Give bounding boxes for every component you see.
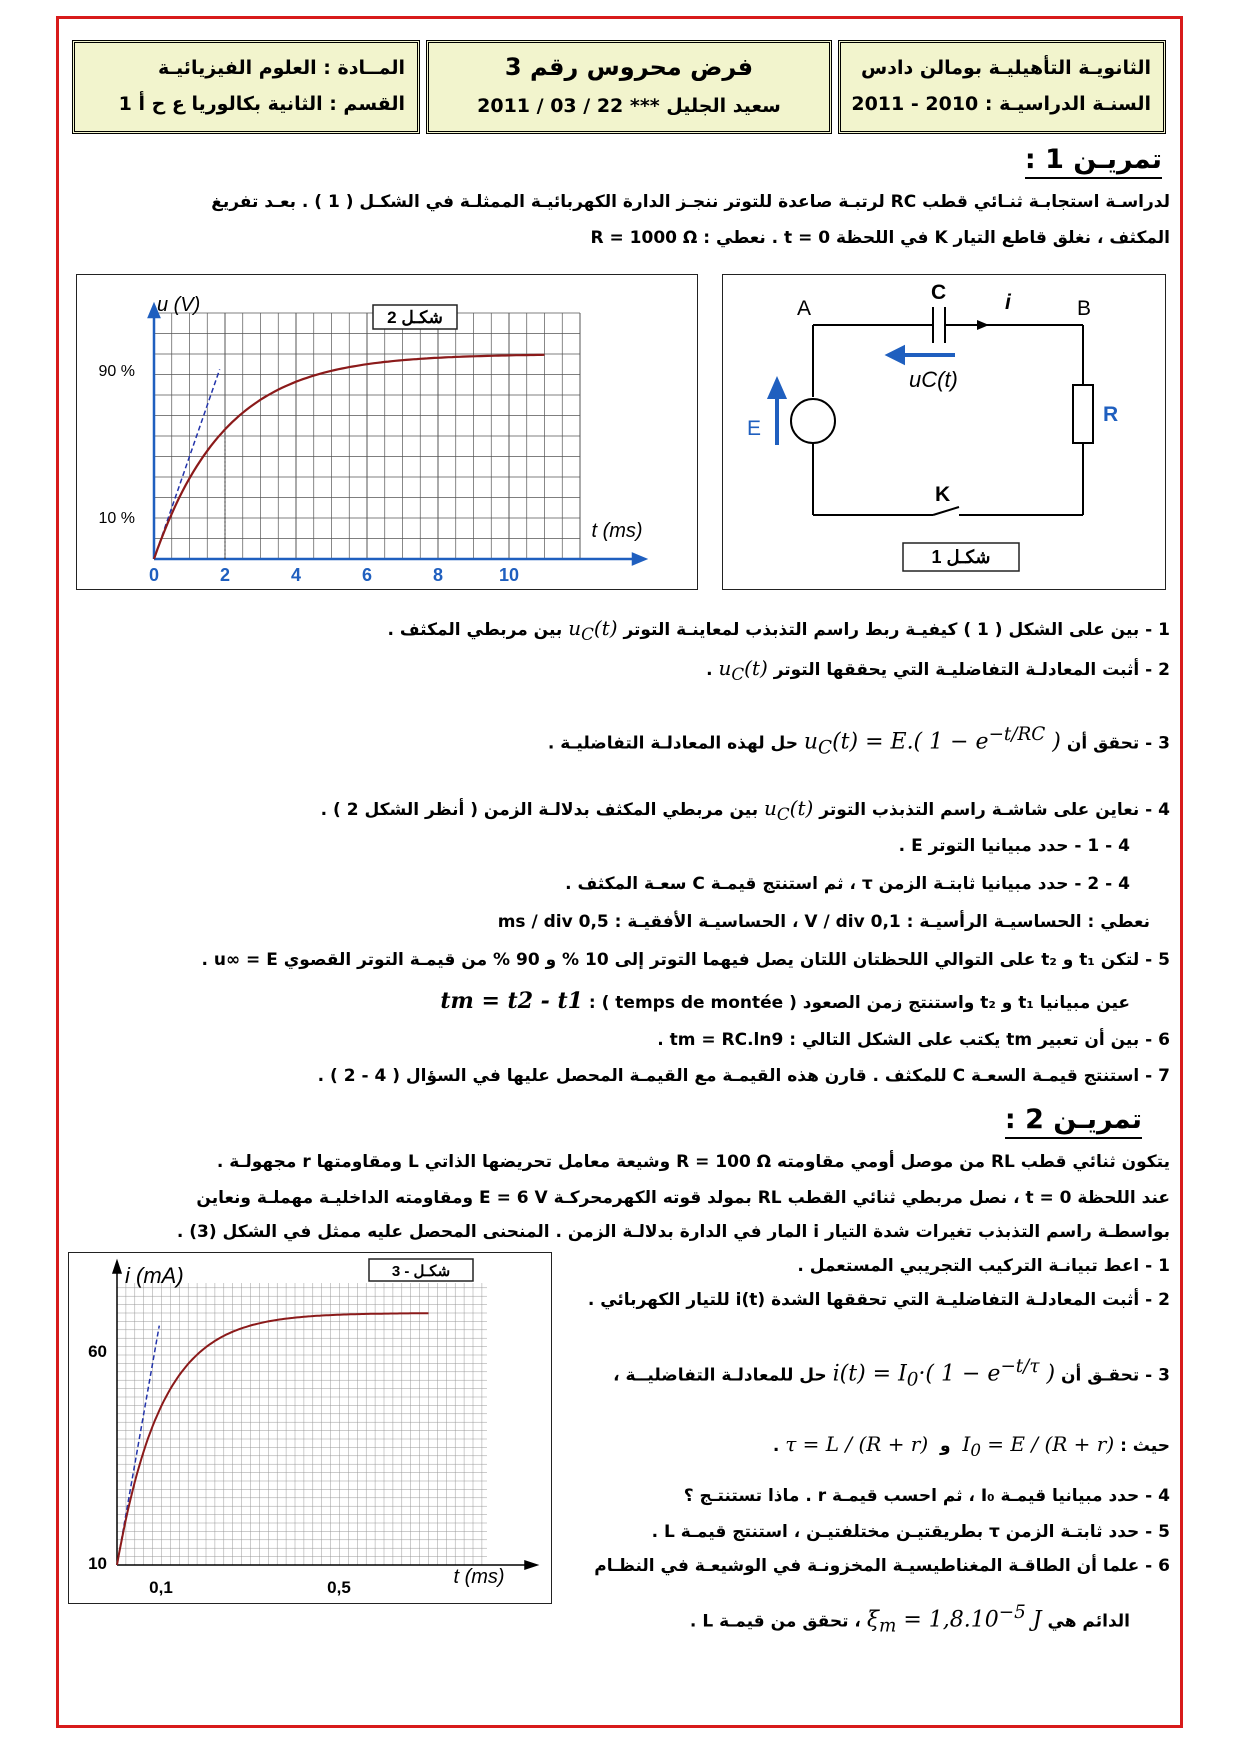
ex1-q1: 1 - بين على الشكل ( 1 ) كيفيـة ربط راسم التذبذب لمعاينـة التوتر $u_C(t)$ بين مربطي المكثف . xyxy=(387,616,1170,644)
ex2-q6b: الدائم هي $\xi_m = 1,8.10^{-5}$ J ، تحقق من قيمـة L . xyxy=(689,1602,1130,1637)
ex1-q4-1: 4 - 1 - حدد مبيانيا التوتر E . xyxy=(898,836,1130,856)
node-a: A xyxy=(797,297,812,320)
figure-3-box xyxy=(68,1252,552,1604)
exam-title: فرض محروس رقم 3 xyxy=(504,53,754,81)
class-level: القسم : الثانية بكالوريا ع ح أ 1 xyxy=(118,93,405,115)
figure-1-circuit xyxy=(723,275,1165,589)
ex2-q3-where: حيث : $I_0 = E / (R + r)$ و τ = L / (R + r) . xyxy=(772,1432,1170,1460)
current-arrow xyxy=(977,320,989,330)
tm-formula: tm = t2 - t1 xyxy=(440,988,583,1014)
y-axis-label: i (mA) xyxy=(125,1263,184,1288)
ex1-q5b: عين مبيانيا t₁ و t₂ واستنتج زمن الصعود ( temps de montée ) : tm = t2 - t1 xyxy=(440,988,1130,1014)
x-tick-label: 0 xyxy=(148,565,160,585)
generator-label: E xyxy=(747,417,762,440)
x-tick-label: 4 xyxy=(290,565,302,585)
ex2-intro-1: يتكون ثنائي قطب RL من موصل أومي مقاومته R = 100 Ω وشيعة معامل تحريضها الذاتي L ومقاومتها r مجهولـة . xyxy=(216,1152,1170,1172)
x-axis-arrow xyxy=(525,1561,537,1569)
ex1-q6: 6 - بين أن تعبير tm يكتب على الشكل التالي : tm = RC.ln9 . xyxy=(657,1030,1170,1050)
figure-3-chart xyxy=(69,1253,551,1603)
exam-author-date: سعيد الجليل *** 22 / 03 / 2011 xyxy=(477,95,781,117)
y-axis-label: u (V) xyxy=(157,294,201,316)
ex2-q4: 4 - حدد مبيانيا قيمـة I₀ ، ثم احسب قيمـة r . ماذا تستنتـج ؟ xyxy=(683,1486,1170,1506)
subject: المــادة : العلوم الفيزيائيـة xyxy=(158,57,405,79)
ex2-q6: 6 - علما أن الطاقـة المغناطيسيـة المخزونـة في الوشيعـة في النظـام xyxy=(594,1556,1170,1576)
uc-arrow-head xyxy=(889,348,903,362)
y-label-10: 10 % xyxy=(98,510,135,527)
ex1-intro-2: المكثف ، نغلق قاطع التيار K في اللحظة t = 0 . نعطي : R = 1000 Ω xyxy=(590,228,1170,248)
resistor-label: R xyxy=(1103,403,1119,426)
figure-2-box xyxy=(76,274,698,590)
header-subject-box xyxy=(72,40,420,134)
ex2-q3: 3 - تحقـق أن $i(t) = I_0\cdot$( $1 - e^{-t/\tau}$ ) حل للمعادلـة التفاضليــة ، xyxy=(613,1356,1170,1391)
figure-1-label: شكـل 1 xyxy=(931,547,991,567)
ex1-q4-2: 4 - 2 - حدد مبيانيا ثابتـة الزمن τ ، ثم استنتج قيمـة C سعـة المكثف . xyxy=(565,874,1130,894)
y-axis-arrow xyxy=(113,1261,121,1273)
ex1-q4: 4 - نعاين على شاشـة راسم التذبذب التوتر $u_C(t)$ بين مربطي المكثف بدلالـة الزمن ( أنظر الشكل 2 ) . xyxy=(320,796,1170,824)
header-school-box xyxy=(838,40,1166,134)
switch-k xyxy=(933,507,959,515)
generator-symbol xyxy=(791,399,835,443)
ex1-q3: 3 - تحقق أن $u_C(t) = E$.( $1 - e^{-t/RC}$ ) حل لهذه المعادلـة التفاضليـة . xyxy=(547,724,1170,759)
x-tick-label: 10 xyxy=(498,565,520,585)
uc-label: uC(t) xyxy=(909,367,958,392)
school-name: الثانويـة التأهيليـة بومالن دادس xyxy=(861,57,1151,79)
ex1-q5: 5 - لتكن t₁ و t₂ على التوالي اللحظتان اللتان يصل فيهما التوتر إلى 10 % و 90 % من قيمـة التوتر القصوي u∞ = E . xyxy=(201,950,1170,970)
ex2-q5: 5 - حدد ثابتـة الزمن τ بطريقتيـن مختلفتيـن ، استنتج قيمـة L . xyxy=(651,1522,1170,1542)
x-axis-arrow xyxy=(633,554,645,564)
y-label-90: 90 % xyxy=(98,363,135,380)
node-b: B xyxy=(1077,297,1092,320)
ex2-intro-3: بواسطـة راسم التذبذب تغيرات شدة التيار i المار في الدارة بدلالـة الزمن . المنحنى المحصل عليه ممثل في الشكل (3) . xyxy=(176,1222,1170,1242)
school-year: السنـة الدراسيـة : 2010 - 2011 xyxy=(851,93,1151,115)
figure-3-grid xyxy=(117,1283,487,1565)
x-axis-label: t (ms) xyxy=(591,520,643,542)
header-title-box xyxy=(426,40,832,134)
ex1-q2: 2 - أثبت المعادلـة التفاضليـة التي يحققها التوتر $u_C(t)$ . xyxy=(706,656,1170,684)
ex1-q7: 7 - استنتج قيمـة السعـة C للمكثف . قارن هذه القيمـة مع القيمـة المحصل عليها في السؤال ( 4 - 2 ) . xyxy=(317,1066,1170,1086)
exercise-1-title: تمريـن 1 : xyxy=(1025,144,1162,179)
figure-1-box xyxy=(722,274,1166,590)
figure-2-label: شكـل 2 xyxy=(387,308,443,327)
y-label-10: 10 xyxy=(88,1554,107,1573)
e-arrow-head xyxy=(770,381,784,397)
figure-2-chart xyxy=(77,275,697,589)
x-label-01: 0,1 xyxy=(149,1578,173,1597)
ex1-intro-1: لدراسـة استجابـة ثنـائي قطب RC لرتبـة صاعدة للتوتر ننجـز الدارة الكهربائيـة الممثلـة في الشكـل ( 1 ) . بعـد تفريغ xyxy=(211,192,1170,212)
x-tick-label: 6 xyxy=(361,565,373,585)
capacitor-label: C xyxy=(931,281,947,304)
y-label-60: 60 xyxy=(88,1342,107,1361)
x-label-05: 0,5 xyxy=(327,1578,351,1597)
ex2-q2: 2 - أثبت المعادلـة التفاضليـة التي تحققها الشدة i(t) للتيار الكهربائي . xyxy=(587,1290,1170,1310)
ex2-intro-2: عند اللحظة t = 0 ، نصل مربطي ثنائي القطب RL بمولد قوته الكهرمحركـة E = 6 V ومقاومته الداخليـة مهملـة ونعاين xyxy=(196,1188,1170,1208)
x-tick-label: 8 xyxy=(432,565,444,585)
exercise-2-title: تمريـن 2 : xyxy=(1005,1104,1142,1139)
current-label: i xyxy=(1005,291,1011,314)
ex2-q1: 1 - اعط تبيانـة التركيب التجريبي المستعمل . xyxy=(797,1256,1170,1276)
x-axis-label: t (ms) xyxy=(453,1566,505,1588)
x-tick-label: 2 xyxy=(219,565,231,585)
switch-label: K xyxy=(935,483,951,506)
ex1-q4-note: نعطي : الحساسيـة الرأسيـة : 0,1 V / div ، الحساسيـة الأفقيـة : 0,5 ms / div xyxy=(497,912,1150,932)
resistor-r xyxy=(1073,385,1093,443)
figure-3-label: شكـل - 3 xyxy=(391,1263,451,1280)
